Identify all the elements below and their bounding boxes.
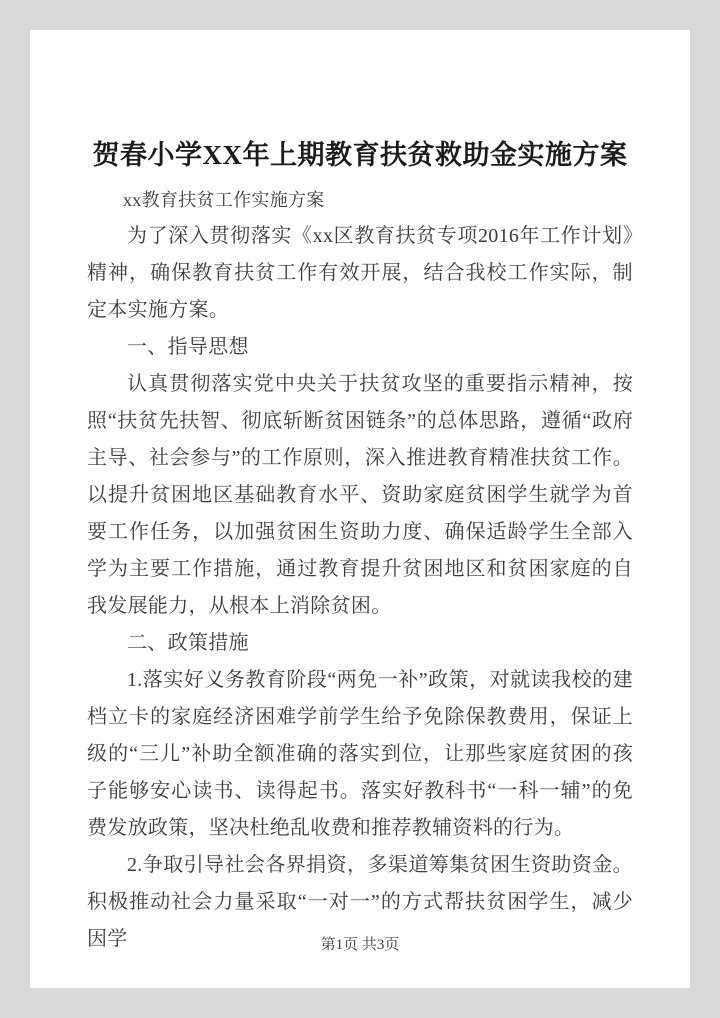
- paragraph-body-1: 认真贯彻落实党中央关于扶贫攻坚的重要指示精神，按照“扶贫先扶智、彻底斩断贫困链条”的总体思路，遵循“政府主导、社会参与”的工作原则，深入推进教育精准扶贫工作。以提升贫困地区基础教育水平、资助家庭贫困学生就学为首要工作任务，以加强贫困生资助力度、确保适龄学生全部入学为主要工作措施，通过教育提升贫困地区和贫困家庭的自我发展能力，从根本上消除贫困。: [87, 373, 633, 617]
- paragraph-section-heading-1: 一、指导思想: [127, 336, 249, 358]
- document-content: [87, 138, 633, 958]
- page-number-footer: 第1页 共3页: [320, 937, 400, 953]
- paragraph-intro: 为了深入贯彻落实《xx区教育扶贫专项2016年工作计划》精神，确保教育扶贫工作有效开展，结合我校工作实际，制定本实施方案。: [87, 225, 633, 321]
- paragraph-section-heading-2: 二、政策措施: [127, 632, 249, 654]
- paragraph-body-2: 1.落实好义务教育阶段“两免一补”政策，对就读我校的建档立卡的家庭经济困难学前学生给予免除保教费用，保证上级的“三儿”补助全额准确的落实到位，让那些家庭贫困的孩子能够安心读书、读得起书。落实好教科书“一科一辅”的免费发放政策，坚决杜绝乱收费和推荐教辅资料的行为。: [87, 669, 633, 839]
- document-page: [30, 30, 690, 988]
- paragraph-body-3: 2.争取引导社会各界捐资，多渠道筹集贫困生资助资金。积极推动社会力量采取“一对一”的方式帮扶贫困学生，减少因学: [87, 854, 633, 950]
- document-title: 贺春小学XX年上期教育扶贫救助金实施方案: [92, 140, 628, 170]
- paragraph-subtitle: xx教育扶贫工作实施方案: [123, 190, 325, 210]
